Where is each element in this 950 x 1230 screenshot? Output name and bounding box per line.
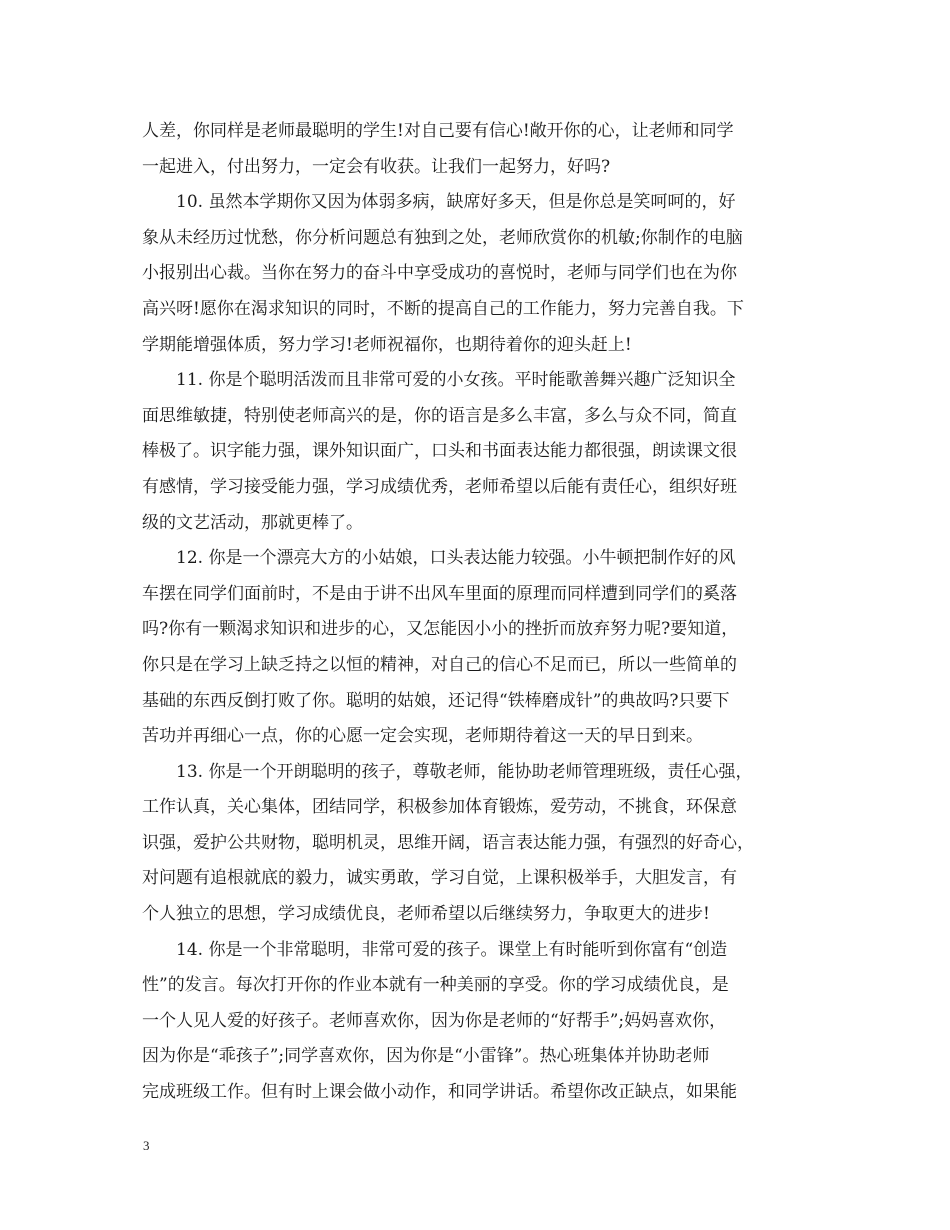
paragraph-13-start: 13. 你是一个开朗聪明的孩子，尊敬老师，能协助老师管理班级，责任心强，: [176, 761, 753, 782]
text-line: 人差，你同样是老师最聪明的学生!对自己要有信心!敞开你的心，让老师和同学: [142, 121, 734, 141]
text-line: 个人独立的思想，学习成绩优良，老师希望以后继续努力，争取更大的进步!: [142, 904, 710, 925]
text-line: 一个人见人爱的好孩子。老师喜欢你，因为你是老师的“好帮手”;妈妈喜欢你，: [142, 1010, 727, 1031]
page-number: 3: [143, 1138, 150, 1153]
paragraph-14-start: 14. 你是一个非常聪明，非常可爱的孩子。课堂上有时能听到你富有“创造: [176, 939, 728, 960]
text-line: 高兴呀!愿你在渴求知识的同时，不断的提高自己的工作能力，努力完善自我。下: [142, 298, 744, 319]
text-line: 车摆在同学们面前时，不是由于讲不出风车里面的原理而同样遭到同学们的奚落: [142, 583, 737, 604]
paragraph-10-start: 10. 虽然本学期你又因为体弱多病，缺席好多天，但是你总是笑呵呵的，好: [176, 192, 736, 213]
text-line: 你只是在学习上缺乏持之以恒的精神，对自己的信心不足而已，所以一些简单的: [142, 654, 737, 675]
text-line: 完成班级工作。但有时上课会做小动作，和同学讲话。希望你改正缺点，如果能: [142, 1082, 737, 1103]
text-line: 一起进入，付出努力，一定会有收获。让我们一起努力，好吗?: [142, 156, 611, 177]
text-line: 小报别出心裁。当你在努力的奋斗中享受成功的喜悦时，老师与同学们也在为你: [142, 263, 737, 284]
text-line: 对问题有追根就底的毅力，诚实勇敢，学习自觉，上课积极举手，大胆发言，有: [142, 868, 737, 889]
text-line: 象从未经历过忧愁，你分析问题总有独到之处，老师欣赏你的机敏;你制作的电脑: [142, 227, 743, 248]
text-line: 面思维敏捷，特别使老师高兴的是，你的语言是多么丰富，多么与众不同，简直: [142, 405, 737, 426]
text-line: 学期能增强体质，努力学习!老师祝福你，也期待着你的迎头赶上!: [142, 334, 632, 355]
text-line: 有感情，学习接受能力强，学习成绩优秀，老师希望以后能有责任心，组织好班: [142, 476, 737, 497]
text-line: 吗?你有一颗渴求知识和进步的心，又怎能因小小的挫折而放弃努力呢?要知道，: [142, 619, 739, 640]
document-body: [142, 114, 814, 1111]
text-line: 性”的发言。每次打开你的作业本就有一种美丽的享受。你的学习成绩优良，是: [142, 975, 729, 996]
text-line: 识强，爱护公共财物，聪明机灵，思维开阔，语言表达能力强，有强烈的好奇心，: [142, 832, 754, 853]
paragraph-11-start: 11. 你是个聪明活泼而且非常可爱的小女孩。平时能歌善舞兴趣广泛知识全: [176, 370, 736, 391]
text-line: 工作认真，关心集体，团结同学，积极参加体育锻炼，爱劳动，不挑食，环保意: [142, 797, 737, 818]
text-line: 级的文艺活动，那就更棒了。: [142, 512, 363, 533]
text-line: 因为你是“乖孩子”;同学喜欢你，因为你是“小雷锋”。热心班集体并协助老师: [142, 1046, 710, 1067]
text-line: 基础的东西反倒打败了你。聪明的姑娘，还记得“铁棒磨成针”的典故吗?只要下: [142, 690, 730, 711]
text-line: 苦功并再细心一点，你的心愿一定会实现，老师期待着这一天的早日到来。: [142, 726, 703, 747]
text-line: 棒极了。识字能力强，课外知识面广，口头和书面表达能力都很强，朗读课文很: [142, 441, 737, 462]
paragraph-12-start: 12. 你是一个漂亮大方的小姑娘，口头表达能力较强。小牛顿把制作好的风: [176, 548, 736, 569]
